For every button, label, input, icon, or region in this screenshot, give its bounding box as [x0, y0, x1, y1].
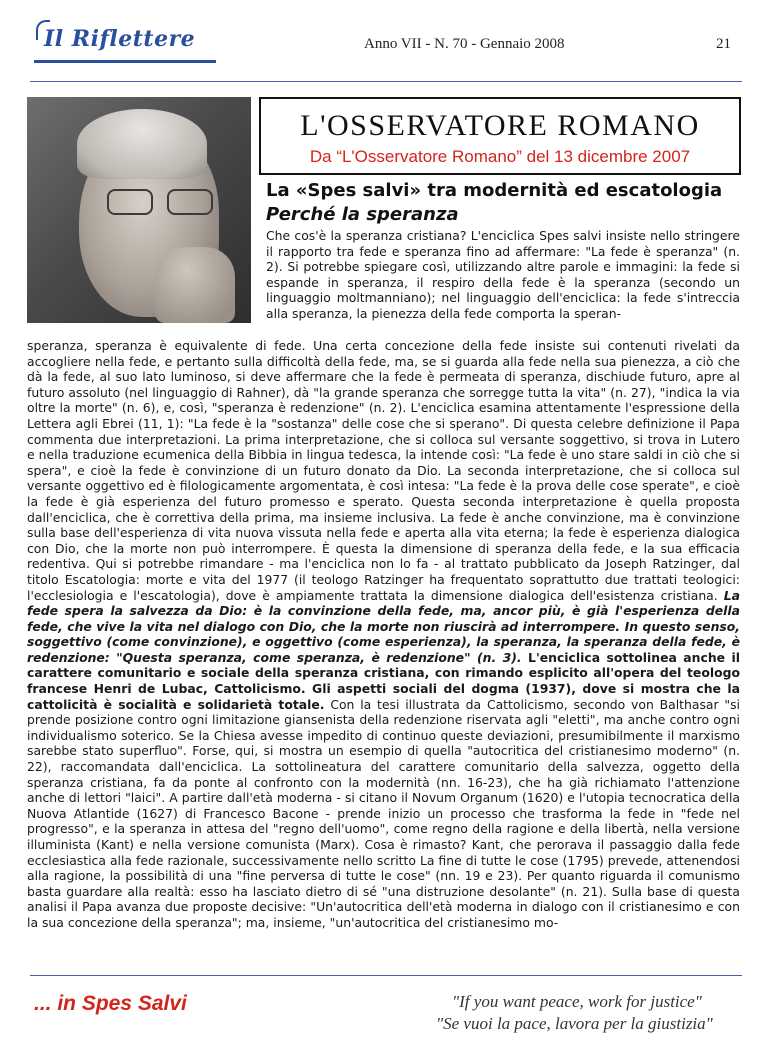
page-header: [0, 0, 769, 80]
footer-series-label: ... in Spes Salvi: [34, 992, 187, 1015]
masthead-logo: Il Riflettere: [44, 26, 196, 52]
article-intro: Che cos'è la speranza cristiana? L'enciclica Spes salvi insiste nello stringere il rapporto tra fede e speranza fino ad affermare: "La fede è speranza" (n. 2). Si potrebbe spiegare così, utilizzando altre parole e immagini: la fede si espande in speranza, il respiro della fede è la speranza (secondo un linguaggio moltmanniano); nel linguaggio dell'enciclica: la fede s'intreccia alla speranza, la pienezza della fede comporta la speran-: [266, 228, 740, 321]
article-title: La «Spes salvi» tra modernità ed escatologia: [266, 180, 723, 201]
footer-quote-en: "If you want peace, work for justice": [452, 992, 702, 1011]
article-body: [27, 338, 740, 931]
article-intro-column: [266, 228, 740, 322]
page-number: 21: [716, 36, 731, 52]
photo-hair: [77, 109, 207, 179]
source-date: Da “L'Osservatore Romano” del 13 dicembre 2007: [309, 147, 691, 166]
article-paragraph: [27, 338, 740, 931]
emphasis-bold-italic: La fede spera la salvezza da Dio: è la convinzione della fede, ma, ancor più, è già l'esperienza della fede, che vive la vita nel dialogo con Dio, che la morte non riuscirà ad interrompere. In questo senso, soggettivo (come convinzione), e oggettivo (come esperienza), la speranza, la speranza della fede, è redenzione: "Questa speranza, come speranza, è redenzione" (n. 3).: [27, 587, 740, 665]
footer-divider: [30, 975, 742, 976]
photo-glasses: [107, 189, 217, 217]
footer-quote-it: "Se vuoi la pace, lavora per la giustizia": [436, 1014, 713, 1033]
source-banner: [259, 97, 741, 175]
article-subtitle: Perché la speranza: [266, 204, 459, 225]
body-text-1: speranza, speranza è equivalente di fede. Una certa concezione della fede insiste sui contenuti rivelati da accogliere nella fede, e pertanto sulla difficoltà della fede, ma, se si guarda alla fede nella sua pienezza, a ciò che dà la fede, al suo lato luminoso, si deve affermare che la fede è permeata di speranza, dischiude futuro, apre al futuro assoluto (nel linguaggio di Rahner), dà "la grande speranza che sorregge tutta la vita" (n. 27), "indica la via oltre la morte" (n. 6), e, così, "speranza è redenzione" (n. 2). L'enciclica esamina attentamente l'espressione della Lettera agli Ebrei (11, 1): "La fede è la "sostanza" delle cose che si sperano". Di questa celebre definizione il Papa commenta due interpretazioni. La prima interpretazione, che si colloca sul versante soggettivo, si trova in Lutero e nella traduzione ecumenica della Bibbia in lingua tedesca, la intende così: "La fede è uno stare saldi in ciò che si spera", e cioè la fede è convinzione di un futuro donato da Dio. La seconda interpretazione, che si colloca sul versante oggettivo ed è filologicamente argomentata, è così intesa: "La fede è la prova delle cose sperate", e cioè la fede è già esperienza del futuro promesso e sperato. Questa seconda interpretazione è quella proposta dall'enciclica, che è correttiva della prima, ma insieme inclusiva. La fede è anche convinzione, ma è convinzione sulla base dell'esperienza di vita nuova vissuta nella fede e aperta alla vita eterna; la fede è esperienza dialogica con Dio, che la morte non può interrompere. È questa la dimensione di speranza della fede, e la sua efficacia redentiva. Qui si potrebbe rimandare - ma l'enciclica non lo fa - al trattato pubblicato da Joseph Ratzinger, dal titolo Escatologia: morte e vita del 1977 (il teologo Ratzinger ha frequentato soprattutto due trattati teologici: l'ecclesiologia e l'escatologia), dove è ampiamente trattata la dimensione dialogica dell'esistenza cristiana.: [27, 338, 740, 603]
emphasis-bold: L'enciclica sottolinea anche il carattere comunitario e sociale della speranza cristiana, con rimando esplicito all'opera del teologo francese Henri de Lubac, Cattolicismo. Gli aspetti sociali del dogma (1937), dove si mostra che la cattolicità è socialità e solidarietà totale.: [27, 649, 740, 712]
newspaper-name: L'OSSERVATORE ROMANO: [300, 109, 700, 142]
issue-info: Anno VII - N. 70 - Gennaio 2008: [364, 36, 565, 52]
body-text-2: Con la tesi illustrata da Cattolicismo, secondo von Balthasar "si prende posizione contro ogni limitazione giansenista della redenzione riservata agli "eletti", ma anche contro ogni individualismo soterico. Se la Chiesa avesse impedito di continuo queste deviazioni, presumibilmente il marxismo sarebbe stato superfluo". Forse, qui, si mostra un esempio di quella "autocritica del cristianesimo moderno" (n. 22), raccomandata dall'enciclica. La sottolineatura del carattere comunitario della salvezza, oggetto della speranza cristiana, fa da ponte al confronto con la modernità (nn. 16-23), che ha già richiamato l'attenzione anche di lettori "laici". A partire dall'età moderna - si citano il Novum Organum (1620) e l'utopia tecnocratica della Nuova Atlantide (1627) di Francesco Bacone - prende inizio un processo che trasforma la fede in "fede nel progresso", e la speranza in attesa del "regno dell'uomo", come regno della ragione e della libertà, nella versione illuminista (Kant) e nella versione comunista (Marx). Cosa è rimasto? Kant, che perorava il passaggio dalla fede ecclesiastica alla fede razionale, successivamente nello scritto La fine di tutte le cose (1795) prevede, attenendosi alla ragione, la possibilità di una "fine perversa di tutte le cose" (nn. 19 e 23). Per quanto riguarda il comunismo basta guardare alla realtà: esso ha lasciato dietro di sé "una distruzione desolante" (n. 21). Sulla base di questa analisi il Papa avanza due proposte decisive: "Un'autocritica dell'età moderna in dialogo con il cristianesimo e con la sua concezione della speranza"; ma, insieme, "un'autocritica del cristianesimo mo-: [27, 696, 741, 930]
masthead-underline: [34, 60, 216, 63]
photo-hand: [155, 247, 235, 323]
author-photo: [27, 97, 251, 323]
header-divider: [30, 81, 742, 82]
